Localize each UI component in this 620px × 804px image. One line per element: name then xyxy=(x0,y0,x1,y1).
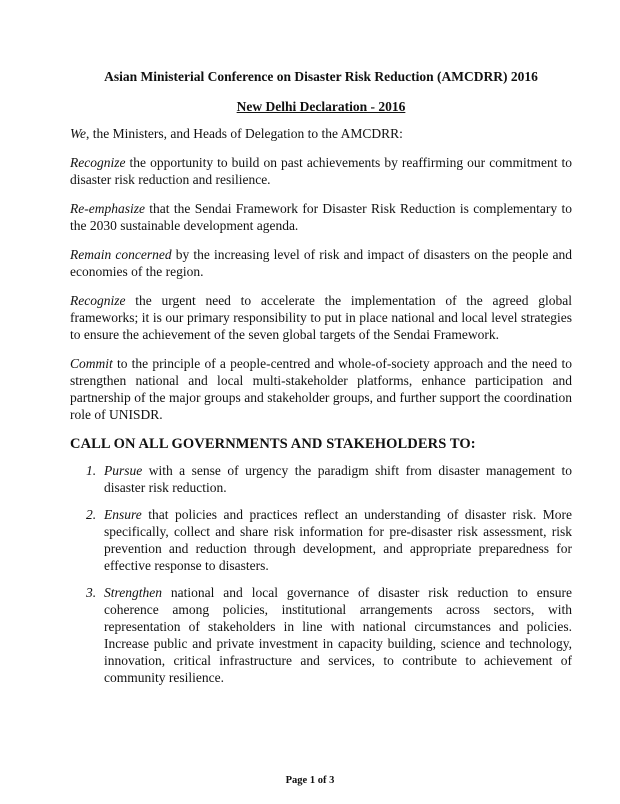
page-footer: Page 1 of 3 xyxy=(285,775,335,786)
paragraph-re-emphasize xyxy=(70,200,572,234)
section-heading-call-on: CALL ON ALL GOVERNMENTS AND STAKEHOLDERS TO: xyxy=(70,436,476,452)
list-item-lead: Ensure xyxy=(104,507,142,522)
paragraph-text: the urgent need to accelerate the implementation of the agreed global frameworks; it is our primary responsibility to put in place national and local level strategies to ensure the achievement of the seven global targets of the Sendai Framework. xyxy=(70,293,572,342)
paragraph-text: that the Sendai Framework for Disaster Risk Reduction is complementary to the 2030 sustainable development agenda. xyxy=(70,201,572,233)
paragraph-text: by the increasing level of risk and impact of disasters on the people and economies of the region. xyxy=(70,247,572,279)
document-title: Asian Ministerial Conference on Disaster Risk Reduction (AMCDRR) 2016 xyxy=(104,69,538,84)
list-item-lead: Pursue xyxy=(104,463,143,478)
paragraph-lead: Recognize xyxy=(70,293,126,308)
paragraph-lead: We xyxy=(70,126,86,141)
paragraph-lead: Remain concerned xyxy=(70,247,172,262)
list-item-text: national and local governance of disaster risk reduction to ensure coherence among policies, institutional arrangements across sectors, with representation of stakeholders in line with national circumstances and policies. Increase public and private investment in capacity building, science and technology, innovation, critical infrastructure and services, to contribute to achievement of community resilience. xyxy=(104,585,572,685)
document-body xyxy=(70,68,572,696)
paragraph-text: to the principle of a people-centred and whole-of-society approach and the need to strengthen national and local multi-stakeholder platforms, enhance participation and partnership of the major groups and stakeholder groups, and further support the coordination role of UNISDR. xyxy=(70,356,572,422)
paragraph-lead: Commit xyxy=(70,356,113,371)
paragraph-text: the opportunity to build on past achievements by reaffirming our commitment to disaster risk reduction and resilience. xyxy=(70,155,572,187)
list-item-number: 2. xyxy=(86,507,97,522)
paragraph-lead: Re-emphasize xyxy=(70,201,145,216)
paragraph-remain-concerned xyxy=(70,246,572,280)
list-item-lead: Strengthen xyxy=(104,585,162,600)
list-item xyxy=(70,584,572,686)
paragraph-lead: Recognize xyxy=(70,155,126,170)
list-item-number: 1. xyxy=(86,463,97,478)
paragraph-recognize-opportunity xyxy=(70,154,572,188)
list-item xyxy=(70,462,572,496)
list-item xyxy=(70,506,572,574)
paragraph-preamble xyxy=(70,125,572,142)
paragraph-commit xyxy=(70,355,572,423)
list-item-number: 3. xyxy=(86,585,97,600)
document-subtitle: New Delhi Declaration - 2016 xyxy=(236,99,406,114)
paragraph-text: , the Ministers, and Heads of Delegation to the AMCDRR: xyxy=(86,126,403,141)
list-item-text: that policies and practices reflect an understanding of disaster risk. More specifically, collect and share risk information for pre-disaster risk assessment, risk prevention and reduction through development, and appropriate preparedness for effective response to disasters. xyxy=(104,507,572,573)
list-item-text: with a sense of urgency the paradigm shift from disaster management to disaster risk reduction. xyxy=(104,463,572,495)
action-list xyxy=(70,462,572,686)
paragraph-recognize-urgent-need xyxy=(70,292,572,343)
